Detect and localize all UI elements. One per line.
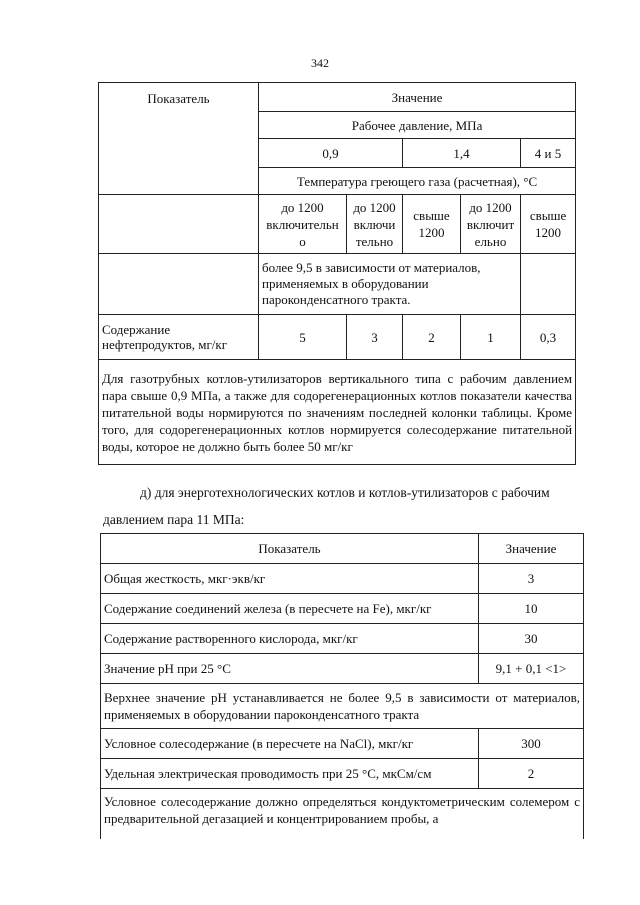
t1-empty-cell (521, 254, 576, 315)
t2-row-value: 3 (479, 564, 584, 594)
t1-pressure-2: 4 и 5 (521, 139, 576, 168)
t2-header-value: Значение (479, 534, 584, 564)
t1-temp-value: до 1200 включительн о (259, 195, 347, 254)
t2-header-indicator: Показатель (101, 534, 479, 564)
table-row (101, 729, 584, 759)
t2-row-value: 300 (479, 729, 584, 759)
t2-row-label: Содержание растворенного кислорода, мкг/кг (101, 624, 479, 654)
table-row (101, 654, 584, 684)
t2-row-value: 10 (479, 594, 584, 624)
page-number: 342 (311, 56, 329, 70)
t1-temp-value: до 1200 включит ельно (461, 195, 521, 254)
table-row (101, 759, 584, 789)
t1-header-indicator: Показатель (99, 83, 259, 195)
t2-row-label: Содержание соединений железа (в пересчете на Fe), мкг/кг (101, 594, 479, 624)
boiler-water-table (98, 82, 576, 465)
t2-row-value: 9,1 + 0,1 <1> (479, 654, 584, 684)
table-row (101, 624, 584, 654)
t2-last-note: Условное солесодержание должно определяться кондуктометрическим солемером с предварительной дегазацией и концентрированием пробы, а (101, 789, 584, 840)
t1-pressure-label: Рабочее давление, МПа (259, 112, 576, 139)
paragraph-line-2: давлением пара 11 МПа: (103, 512, 245, 527)
t2-row-label: Общая жесткость, мкг·экв/кг (101, 564, 479, 594)
t1-temp-value: свыше 1200 (403, 195, 461, 254)
t1-oil-value: 2 (403, 315, 461, 360)
t1-header-value: Значение (259, 83, 576, 112)
t1-temp-label: Температура греющего газа (расчетная), °С (259, 168, 576, 195)
t1-oil-label: Содержание нефтепродуктов, мг/кг (99, 315, 259, 360)
table-row (101, 594, 584, 624)
table-row (101, 564, 584, 594)
t2-row-label: Удельная электрическая проводимость при 25 °С, мкСм/см (101, 759, 479, 789)
t1-oil-value: 5 (259, 315, 347, 360)
t1-temp-value: до 1200 включи тельно (347, 195, 403, 254)
t2-ph-note: Верхнее значение рН устанавливается не более 9,5 в зависимости от материалов, применяемых в оборудовании пароконденсатного тракта (101, 684, 584, 729)
t2-row-label: Значение рН при 25 °С (101, 654, 479, 684)
t1-pressure-0: 0,9 (259, 139, 403, 168)
feedwater-table (100, 533, 584, 839)
t2-row-value: 2 (479, 759, 584, 789)
t2-row-value: 30 (479, 624, 584, 654)
t1-temp-value: свыше 1200 (521, 195, 576, 254)
t1-oil-value: 1 (461, 315, 521, 360)
t1-pressure-1: 1,4 (403, 139, 521, 168)
t1-note-cell: более 9,5 в зависимости от материалов, применяемых в оборудовании пароконденсатного тракта. (259, 254, 521, 315)
t1-empty-cell (99, 195, 259, 254)
t1-oil-value: 0,3 (521, 315, 576, 360)
t1-footnote: Для газотрубных котлов-утилизаторов вертикального типа с рабочим давлением пара свыше 0,9 МПа, а также для содорегенерационных котлов показатели качества питательной воды нормируются по значениям последней колонки таблицы. Кроме того, для содорегенерационных котлов нормируется солесодержание питательной воды, которое не должно быть более 50 мг/кг (99, 360, 576, 465)
paragraph-line-1: д) для энерготехнологических котлов и котлов-утилизаторов с рабочим (140, 485, 550, 500)
t1-empty-cell (99, 254, 259, 315)
t1-oil-value: 3 (347, 315, 403, 360)
t2-row-label: Условное солесодержание (в пересчете на NaCl), мкг/кг (101, 729, 479, 759)
